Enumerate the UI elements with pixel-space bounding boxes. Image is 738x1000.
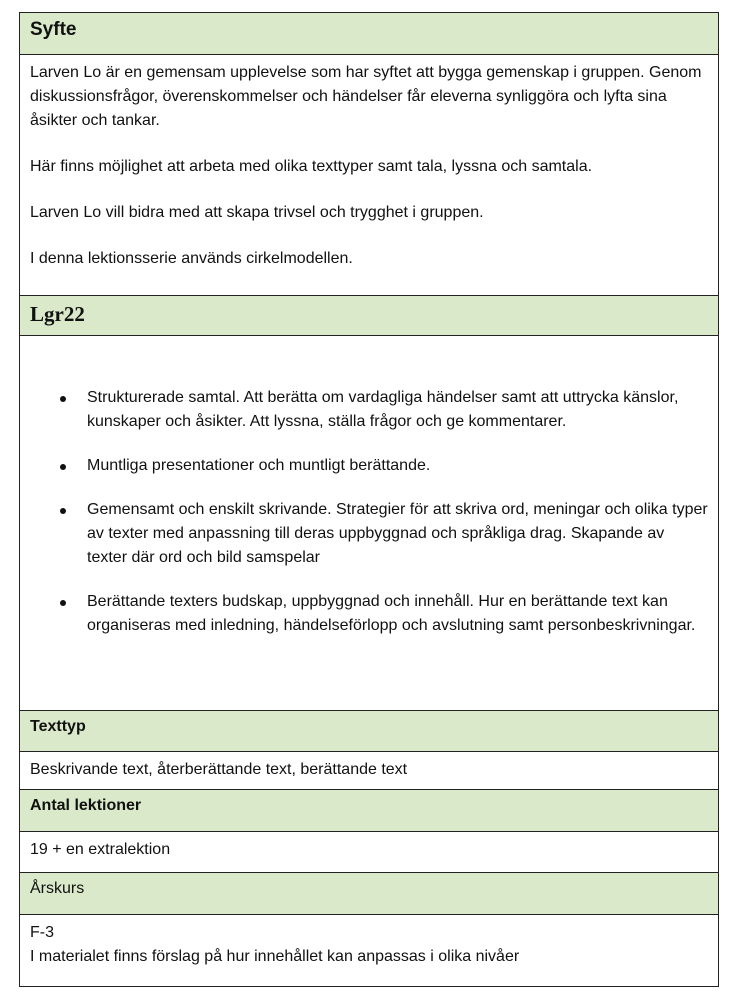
lgr22-title: Lgr22 (30, 302, 85, 326)
syfte-content (20, 54, 718, 295)
list-item: Gemensamt och enskilt skrivande. Strategier för att skriva ord, meningar och olika typer av texter med anpassning till deras uppbyggnad och språkliga drag. Skapande av texter där ord och bild samspelar (30, 498, 708, 570)
texttyp-value: Beskrivande text, återberättande text, berättande text (30, 761, 408, 778)
syfte-paragraph-2: Här finns möjlighet att arbeta med olika texttyper samt tala, lyssna och samtala. (30, 158, 593, 175)
texttyp-header (20, 710, 718, 751)
texttyp-content (20, 751, 718, 789)
syfte-paragraph-1: Larven Lo är en gemensam upplevelse som har syftet att bygga gemenskap i gruppen. Genom diskussionsfrågor, överenskommelser och händelser får eleverna synliggöra och lyfta sina åsikter och tankar. (30, 64, 702, 129)
syfte-paragraph-3: Larven Lo vill bidra med att skapa trivsel och trygghet i gruppen. (30, 204, 484, 221)
lgr22-bullet-list (30, 386, 708, 638)
antal-lektioner-value: 19 + en extralektion (30, 841, 171, 858)
syfte-header (20, 13, 718, 54)
lgr22-header (20, 295, 718, 335)
bullet-icon (60, 464, 66, 470)
list-item: Berättande texters budskap, uppbyggnad och innehåll. Hur en berättande text kan organiseras med inledning, händelseförlopp och avslutning samt personbeskrivningar. (30, 590, 708, 638)
arskurs-title: Årskurs (30, 880, 85, 897)
antal-lektioner-header (20, 789, 718, 831)
document-table (19, 12, 719, 987)
bullet-icon (60, 396, 66, 402)
texttyp-title: Texttyp (30, 718, 86, 735)
arskurs-content (20, 914, 718, 986)
arskurs-note: I materialet finns förslag på hur innehållet kan anpassas i olika nivåer (30, 948, 520, 965)
antal-lektioner-content (20, 831, 718, 872)
list-item: Muntliga presentationer och muntligt berättande. (30, 454, 708, 478)
list-item: Strukturerade samtal. Att berätta om vardagliga händelser samt att uttrycka känslor, kunskaper och åsikter. Att lyssna, ställa frågor och ge kommentarer. (30, 386, 708, 434)
arskurs-grade: F-3 (30, 924, 54, 941)
arskurs-header (20, 872, 718, 914)
syfte-paragraph-4: I denna lektionsserie används cirkelmodellen. (30, 250, 353, 267)
lgr22-content (20, 335, 718, 710)
antal-lektioner-title: Antal lektioner (30, 797, 142, 814)
syfte-title: Syfte (30, 19, 77, 40)
bullet-icon (60, 600, 66, 606)
bullet-icon (60, 508, 66, 514)
